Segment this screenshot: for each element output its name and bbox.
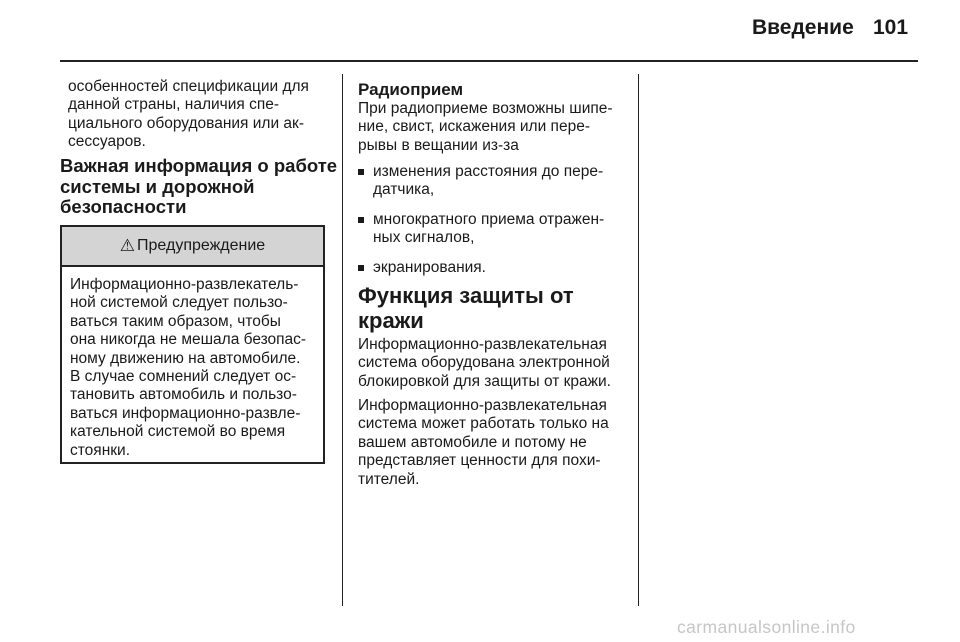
- text-line: ние, свист, искажения или пере-: [358, 118, 590, 136]
- theft-paragraph-1: [358, 336, 611, 391]
- heading-line: безопасности: [60, 196, 187, 217]
- radio-paragraph: [358, 100, 613, 155]
- text-line: тителей.: [358, 470, 420, 488]
- text-line: система оборудована электронной: [358, 354, 610, 372]
- text-line: датчика,: [373, 181, 435, 199]
- heading-line: кражи: [358, 308, 424, 333]
- page-title: Введение: [752, 16, 854, 39]
- theft-paragraph-2: [358, 397, 609, 489]
- warning-body: [70, 276, 306, 460]
- text-line: рывы в вещании из-за: [358, 136, 519, 154]
- text-line: ному движению на автомобиле.: [70, 349, 301, 367]
- text-line: Информационно-развлекательная: [358, 397, 607, 414]
- text-line: сессуаров.: [68, 133, 146, 151]
- text-line: ной системой следует пользо-: [70, 294, 288, 312]
- text-line: ных сигналов,: [373, 229, 475, 247]
- interference-causes-list: [358, 163, 604, 277]
- intro-paragraph: [68, 78, 309, 152]
- text-line: представляет ценности для похи-: [358, 452, 601, 470]
- text-line: особенностей спецификации для: [68, 78, 309, 95]
- text-line: При радиоприеме возможны шипе-: [358, 100, 613, 117]
- text-line: Информационно-развлекательная: [358, 336, 607, 353]
- text-line: В случае сомнений следует ос-: [70, 368, 297, 386]
- text-line: она никогда не мешала безопас-: [70, 331, 307, 349]
- warning-box: [60, 225, 325, 464]
- page-number: 101: [873, 16, 909, 39]
- radio-heading: Радиоприем: [358, 80, 464, 99]
- text-line: изменения расстояния до пере-: [373, 163, 604, 180]
- safety-heading: [60, 156, 337, 218]
- list-item: [358, 163, 604, 200]
- warning-triangle-icon: ⚠: [119, 236, 136, 255]
- watermark: carmanualsonline.info: [677, 617, 856, 637]
- header-divider: [60, 60, 918, 62]
- text-line: экранирования.: [373, 258, 486, 276]
- heading-line: Функция защиты от: [358, 283, 574, 308]
- text-line: вашем автомобиле и потому не: [358, 433, 587, 451]
- text-line: циального оборудования или ак-: [68, 114, 304, 132]
- text-line: многократного приема отражен-: [373, 210, 605, 228]
- warning-header: [62, 227, 323, 267]
- text-line: Информационно-развлекатель-: [70, 276, 299, 293]
- list-item: [358, 211, 604, 248]
- text-line: стоянки.: [70, 441, 130, 459]
- text-line: система может работать только на: [358, 415, 609, 433]
- theft-protection-heading: [358, 283, 574, 333]
- text-line: кательной системой во время: [70, 423, 286, 441]
- text-line: тановить автомобиль и пользо-: [70, 386, 297, 404]
- heading-line: системы и дорожной: [60, 175, 255, 197]
- column-divider-left: [342, 74, 343, 606]
- list-item: [358, 259, 604, 277]
- warning-title: Предупреждение: [137, 237, 266, 254]
- text-line: данной страны, наличия спе-: [68, 96, 280, 114]
- text-line: ваться таким образом, чтобы: [70, 312, 281, 330]
- column-divider-right: [638, 74, 639, 606]
- text-line: блокировкой для защиты от кражи.: [358, 372, 611, 390]
- text-line: ваться информационно-развле-: [70, 404, 301, 422]
- heading-line: Важная информация о работе: [60, 155, 338, 176]
